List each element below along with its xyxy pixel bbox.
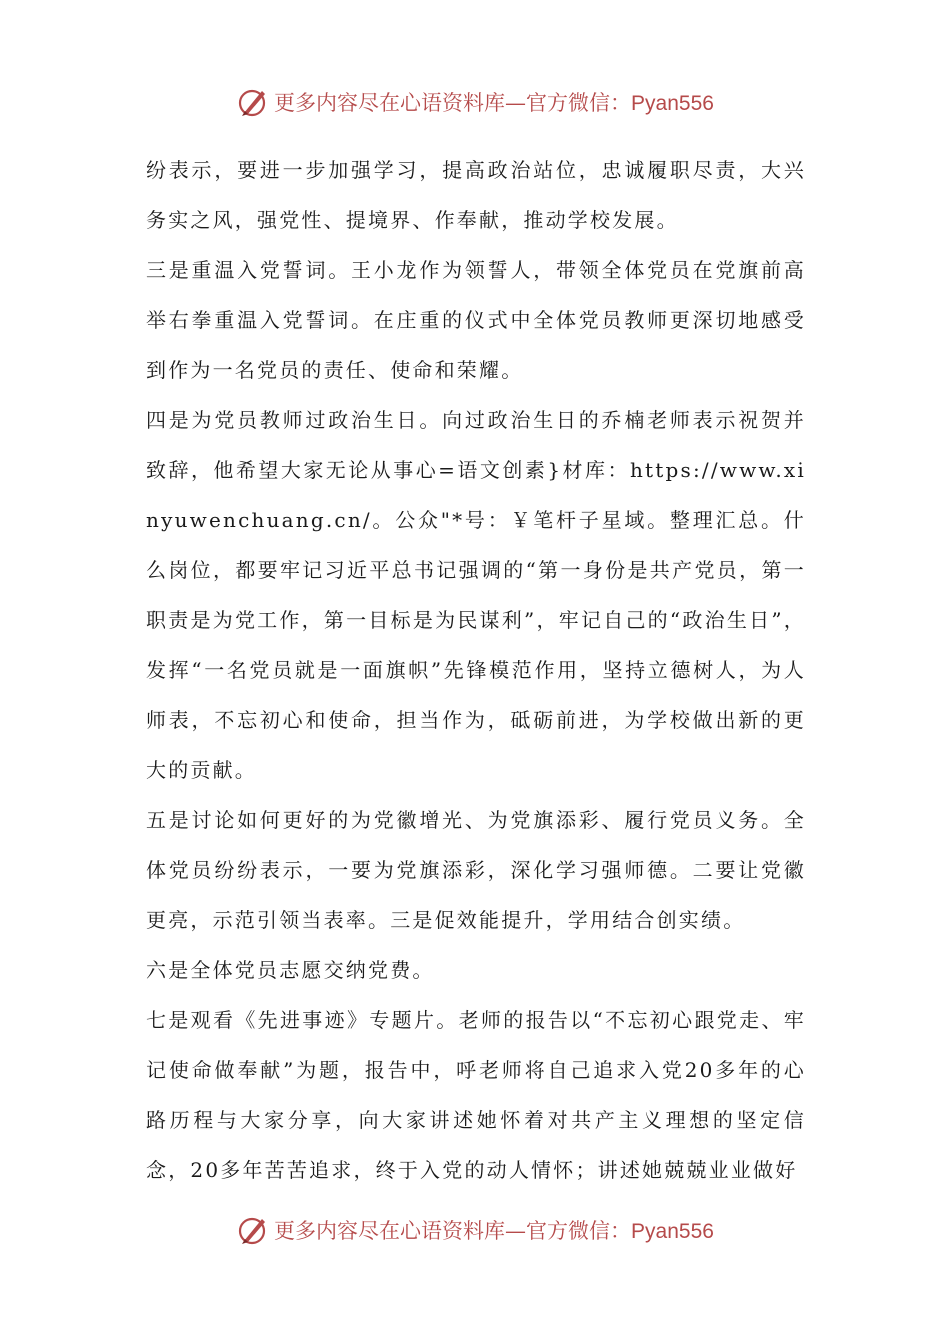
banner-title: 更多内容尽在心语资料库—官方微信：Pyan556 — [274, 91, 714, 115]
pen-logo-icon — [236, 85, 270, 119]
paragraph-2: 三是重温入党誓词。王小龙作为领誓人，带领全体党员在党旗前高举右拳重温入党誓词。在庄重的仪式中全体党员教师更深切地感受到作为一名党员的责任、使命和荣耀。 — [146, 258, 806, 382]
paragraph-6: 七是观看《先进事迹》专题片。老师的报告以“不忘初心跟党走、牢记使命做奉献”为题，报告中，呼老师将自己追求入党20多年的心路历程与大家分享，向大家讲述她怀着对共产主义理想的坚定信念，20多年苦苦追求，终于入党的动人情怀；讲述她兢兢业业做好 — [146, 1008, 806, 1182]
paragraph-1: 纷表示，要进一步加强学习，提高政治站位，忠诚履职尽责，大兴务实之风，强党性、提境界、作奉献，推动学校发展。 — [146, 158, 806, 232]
pen-logo-icon — [236, 1213, 270, 1247]
paragraph-4: 五是讨论如何更好的为党徽增光、为党旗添彩、履行党员义务。全体党员纷纷表示，一要为党旗添彩，深化学习强师德。二要让党徽更亮，示范引领当表率。三是促效能提升，学用结合创实绩。 — [146, 808, 806, 932]
paragraph-3: 四是为党员教师过政治生日。向过政治生日的乔楠老师表示祝贺并致辞，他希望大家无论从事心=语文创素}材库：https://www.xinyuwenchuang.cn/。公众"*号：￥笔杆子星域。整理汇总。什么岗位，都要牢记习近平总书记强调的“第一身份是共产党员，第一职责是为党工作，第一目标是为民谋利”，牢记自己的“政治生日”，发挥“一名党员就是一面旗帜”先锋模范作用，坚持立德树人，为人师表，不忘初心和使命，担当作为，砥砺前进，为学校做出新的更大的贡献。 — [146, 408, 806, 782]
document-body — [146, 145, 806, 1195]
header-banner — [0, 82, 950, 122]
banner-title: 更多内容尽在心语资料库—官方微信：Pyan556 — [274, 1219, 714, 1243]
paragraph-5: 六是全体党员志愿交纳党费。 — [146, 958, 435, 982]
footer-banner — [0, 1210, 950, 1250]
